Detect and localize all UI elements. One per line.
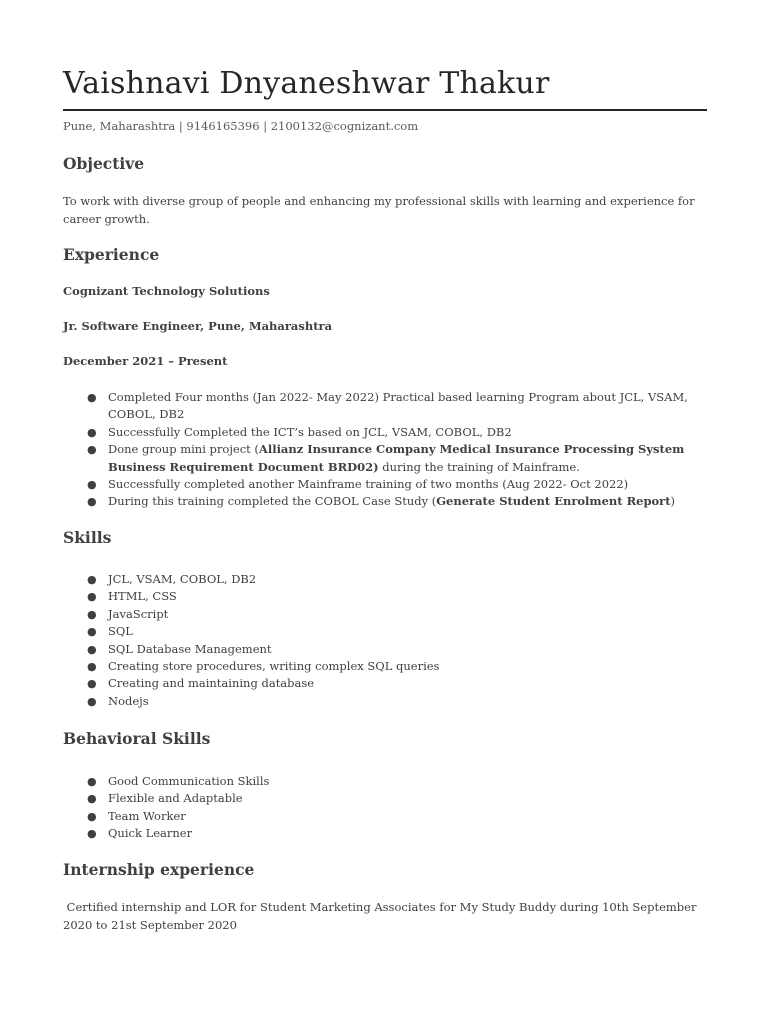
bullet-icon: ● <box>87 425 97 439</box>
skills-heading: Skills <box>63 528 112 547</box>
job-title: Jr. Software Engineer, Pune, Maharashtra <box>63 319 333 333</box>
bullet-icon: ● <box>87 677 97 691</box>
bullet-icon: ● <box>87 573 97 586</box>
bullet-icon: ● <box>87 642 97 656</box>
list-item-text: Quick Learner <box>108 826 193 841</box>
list-item <box>63 389 713 424</box>
bullet-icon: ● <box>87 495 97 509</box>
bullet-icon: ● <box>87 660 97 674</box>
internship-text: Certified internship and LOR for Student Marketing Associates for My Study Buddy during 10th September 2020 to 21st September 2020 <box>63 900 701 932</box>
list-item-text-post: during the training of Mainframe. <box>378 459 580 474</box>
bullet-icon: ● <box>87 827 97 841</box>
list-item-text-post: ) <box>670 494 676 509</box>
experience-heading: Experience <box>63 245 160 264</box>
list-item <box>63 693 713 710</box>
list-item <box>63 658 713 675</box>
list-item <box>63 773 713 790</box>
case-study-name: Generate Student Enrolment Report <box>436 494 671 509</box>
list-item <box>63 641 713 658</box>
list-item-text: Successfully completed another Mainframe training of two months (Aug 2022- Oct 2022) <box>108 477 629 492</box>
list-item-text: Good Communication Skills <box>108 774 270 788</box>
list-item <box>63 675 713 692</box>
list-item <box>63 790 713 807</box>
bullet-icon: ● <box>87 625 97 639</box>
objective-heading: Objective <box>63 154 145 173</box>
list-item-text: SQL <box>108 624 133 639</box>
list-item <box>63 808 713 825</box>
bullet-icon: ● <box>87 775 97 788</box>
project-name: Allianz Insurance Company Medical Insurance Processing System Business Requirement Document BRD02) <box>108 442 685 474</box>
objective-text: To work with diverse group of people and enhancing my professional skills with learning and experience for career growth. <box>63 194 695 226</box>
list-item <box>63 571 713 588</box>
skills-list <box>63 571 713 710</box>
experience-list <box>63 389 713 511</box>
list-item-text: JavaScript <box>108 606 169 621</box>
list-item <box>63 606 713 623</box>
list-item <box>63 424 713 441</box>
list-item <box>63 493 713 510</box>
behavioral-skills-heading: Behavioral Skills <box>63 729 211 748</box>
list-item <box>63 623 713 640</box>
contact-line: Pune, Maharashtra | 9146165396 | 2100132@cognizant.com <box>63 119 419 133</box>
bullet-icon: ● <box>87 391 97 404</box>
list-item <box>63 825 713 842</box>
bullet-icon: ● <box>87 590 97 604</box>
list-item-text: Team Worker <box>108 808 186 823</box>
list-item-text: Nodejs <box>108 693 149 708</box>
behavioral-skills-list <box>63 773 713 843</box>
list-item-text: Creating store procedures, writing complex SQL queries <box>108 659 440 674</box>
list-item-text: Flexible and Adaptable <box>108 791 243 806</box>
bullet-icon: ● <box>87 443 97 457</box>
list-item-text: Creating and maintaining database <box>108 676 315 691</box>
internship-heading: Internship experience <box>63 860 255 879</box>
list-item <box>63 476 713 493</box>
list-item <box>63 441 713 476</box>
list-item-text: Successfully Completed the ICT’s based on JCL, VSAM, COBOL, DB2 <box>108 424 512 439</box>
list-item-text: JCL, VSAM, COBOL, DB2 <box>108 572 257 586</box>
company-name: Cognizant Technology Solutions <box>63 284 270 298</box>
bullet-icon: ● <box>87 694 97 708</box>
candidate-name: Vaishnavi Dnyaneshwar Thakur <box>63 66 550 101</box>
bullet-icon: ● <box>87 809 97 823</box>
header-divider <box>63 109 707 111</box>
list-item-text-pre: Done group mini project ( <box>108 442 259 457</box>
bullet-icon: ● <box>87 607 97 621</box>
list-item-text: HTML, CSS <box>108 589 177 604</box>
list-item-text: SQL Database Management <box>108 641 272 656</box>
bullet-icon: ● <box>87 792 97 806</box>
list-item-text-pre: During this training completed the COBOL Case Study ( <box>108 494 437 509</box>
list-item <box>63 588 713 605</box>
job-dates: December 2021 – Present <box>63 354 228 368</box>
bullet-icon: ● <box>87 478 97 492</box>
list-item-text: Completed Four months (Jan 2022- May 2022) Practical based learning Program about JCL, VSAM, COBOL, DB2 <box>108 390 688 422</box>
